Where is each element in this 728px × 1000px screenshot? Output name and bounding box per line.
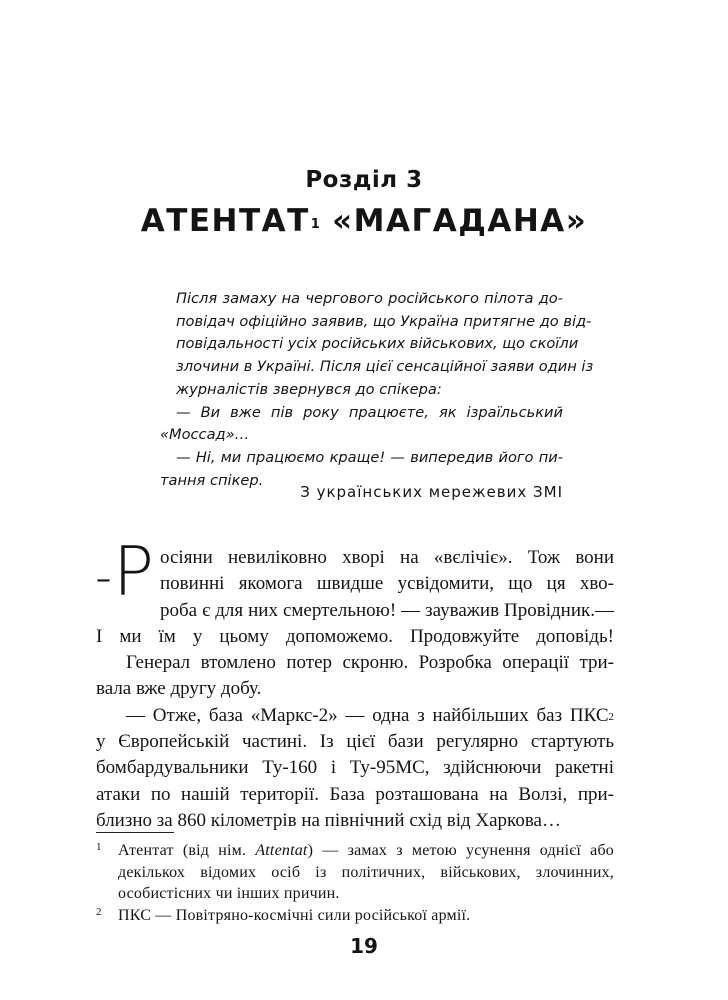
footnote-line: особистісних чи інших причин. <box>118 885 340 902</box>
body-line <box>96 703 614 729</box>
chapter-title <box>0 201 728 241</box>
body-paragraph <box>96 533 614 650</box>
epigraph-paragraph <box>160 288 594 402</box>
footnotes <box>96 840 614 926</box>
footnote-divider <box>96 832 174 833</box>
page-number: 19 <box>350 934 378 958</box>
epigraph-line: повідач офіційно заявив, що Україна притягне до від- <box>176 312 592 330</box>
body-line: повинні якомога швидше усвідомити, що ця хво- <box>160 573 614 595</box>
chapter-label: Розділ 3 <box>305 167 423 193</box>
epigraph-line: журналістів звернувся до спікера: <box>176 380 442 398</box>
footnote-text <box>118 840 614 905</box>
body-line: осіяни невиліковно хворі на «вєлічіє». Тож вони <box>160 547 614 568</box>
footnote-ref-1: 1 <box>310 217 320 232</box>
body-paragraph <box>96 650 614 703</box>
epigraph <box>160 288 594 492</box>
body-line: близно за 860 кілометрів на північний схід від Харкова… <box>96 809 561 831</box>
body-line: бомбардувальники Ту-160 і Ту-95МС, здійснюючи ракетні <box>96 757 614 779</box>
dropcap-dash: – <box>96 562 111 597</box>
footnote-text <box>118 905 614 927</box>
footnote-number: 1 <box>96 841 102 853</box>
footnote-line <box>118 840 614 862</box>
footnote-ref-2: 2 <box>608 710 614 723</box>
footnote-line: ПКС — Повітряно-космічні сили російської армії. <box>118 906 471 924</box>
body-paragraph <box>96 703 614 834</box>
body-line: Генерал втомлено потер скроню. Розробка операції три- <box>126 652 614 674</box>
footnote-term-italic: Attentat <box>255 842 308 859</box>
body-line: І ми їм у цьому допоможемо. Продовжуйте доповідь! <box>96 625 614 647</box>
footnote-2 <box>96 905 614 927</box>
body-line: у Європейській частині. Із цієї бази регулярно стартують <box>96 731 614 753</box>
epigraph-line: тання спікер. <box>160 471 264 489</box>
epigraph-line: повідальності усіх російських військових, що скоїли <box>176 335 579 353</box>
footnote-text-part: Атентат (від нім. <box>118 842 256 859</box>
dropcap-letter: Р <box>113 533 155 612</box>
chapter-title-rest: «МАГАДАНА» <box>319 203 588 239</box>
epigraph-source: З українських мережевих ЗМІ <box>300 483 563 501</box>
footnote-1 <box>96 840 614 905</box>
epigraph-line: Після замаху на чергового російського пілота до- <box>176 290 563 307</box>
body-line: вала вже другу добу. <box>96 678 262 700</box>
epigraph-line: злочини в Україні. Після цієї сенсаційної заяви один із <box>176 358 594 376</box>
body-line-text: — Отже, база «Маркс-2» — одна з найбільших баз ПКС <box>126 704 609 726</box>
chapter-title-main: АТЕНТАТ <box>140 203 310 239</box>
epigraph-line: — Ні, ми працюємо краще! — випередив його пи- <box>176 448 563 466</box>
epigraph-line: — Ви вже пів року працюєте, як ізраїльський <box>176 403 563 421</box>
body-line: атаки по нашій території. База розташована на Волзі, при- <box>96 783 614 805</box>
epigraph-paragraph <box>160 402 563 447</box>
main-text <box>96 533 614 834</box>
footnote-line: декількох відомих осіб із політичних, військових, злочинних, <box>118 863 614 881</box>
body-line: роба є для них смертельною! — зауважив Провідник.— <box>160 599 614 621</box>
footnote-number: 2 <box>96 905 102 918</box>
epigraph-line: «Моссад»… <box>160 426 250 444</box>
footnote-text-part: ) — замах з метою усунення однієї або <box>307 842 614 859</box>
